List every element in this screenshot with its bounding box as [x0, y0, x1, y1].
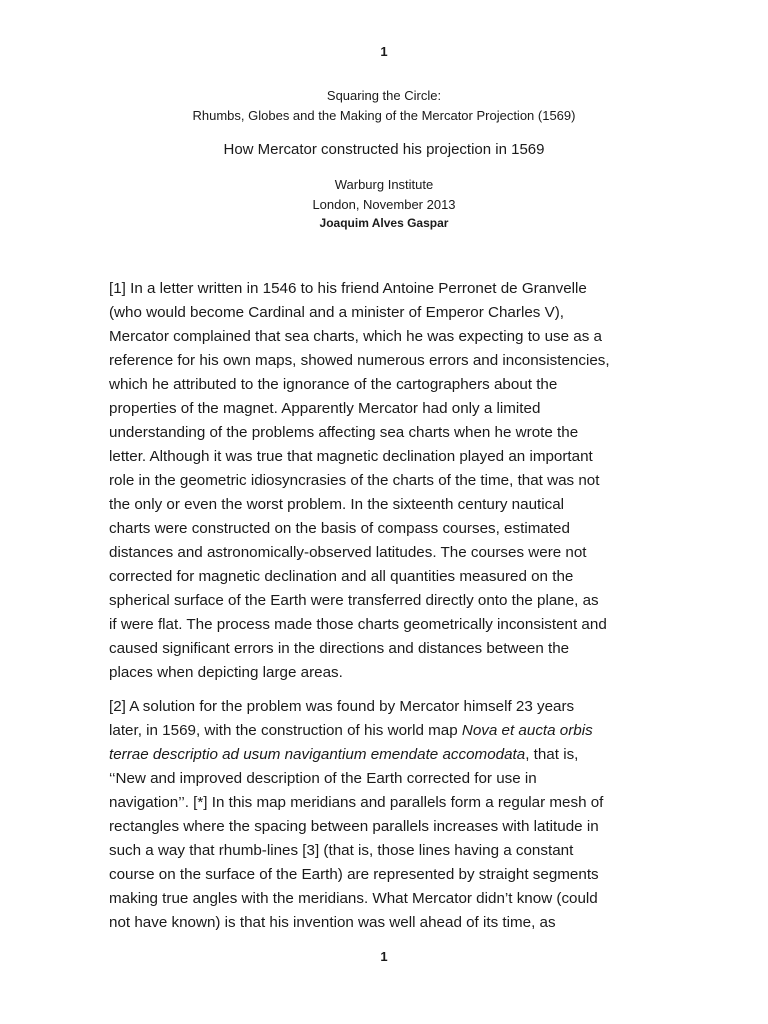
paragraph-2-line: rectangles where the spacing between parallels increases with latitude in [109, 818, 599, 835]
paragraph-1-line: corrected for magnetic declination and all quantities measured on the [109, 568, 574, 585]
map-title-italic: terrae descriptio ad usum navigantium emendate accomodata [109, 746, 526, 763]
paragraph-1 [109, 277, 661, 685]
paragraph-1-line: distances and astronomically-observed latitudes. The courses were not [109, 544, 587, 561]
paragraph-2-line: ‘‘New and improved description of the Earth corrected for use in [109, 770, 537, 787]
paragraph-2-line: making true angles with the meridians. What Mercator didn’t know (could [109, 890, 598, 907]
paragraph-1-line: which he attributed to the ignorance of the cartographers about the [109, 376, 558, 393]
author: Joaquim Alves Gaspar [319, 216, 449, 230]
paragraph-1-line: reference for his own maps, showed numerous errors and inconsistencies, [109, 352, 610, 369]
paragraph-2-text: , that is, [525, 746, 579, 763]
paragraph-1-line: role in the geometric idiosyncrasies of the charts of the time, that was not [109, 472, 600, 489]
title-line-1: Squaring the Circle: [326, 88, 442, 103]
paragraph-2-line: such a way that rhumb-lines [3] (that is, those lines having a constant [109, 842, 574, 859]
paragraph-2-text: later, in 1569, with the construction of his world map [109, 722, 462, 739]
page-number-top: 1 [380, 44, 388, 59]
page-number-bottom: 1 [380, 949, 388, 964]
paragraph-1-line: understanding of the problems affecting sea charts when he wrote the [109, 424, 579, 441]
paragraph-1-line: if were flat. The process made those charts geometrically inconsistent and [109, 616, 607, 633]
subtitle: How Mercator constructed his projection in 1569 [223, 141, 545, 158]
paragraph-1-line: (who would become Cardinal and a minister of Emperor Charles V), [109, 304, 564, 321]
paragraph-1-line: properties of the magnet. Apparently Mercator had only a limited [109, 400, 541, 417]
location-date: London, November 2013 [312, 197, 456, 212]
paragraph-1-line: caused significant errors in the directions and distances between the [109, 640, 570, 657]
map-title-italic: Nova et aucta orbis [461, 722, 593, 739]
institute: Warburg Institute [334, 177, 434, 192]
paragraph-1-line: places when depicting large areas. [109, 664, 343, 681]
paragraph-2-line: not have known) is that his invention was well ahead of its time, as [109, 914, 556, 931]
paragraph-1-line: [1] In a letter written in 1546 to his friend Antoine Perronet de Granvelle [109, 280, 587, 297]
paragraph-2-line [109, 719, 661, 743]
paragraph-1-line: the only or even the worst problem. In the sixteenth century nautical [109, 496, 565, 513]
paragraph-2 [109, 695, 661, 935]
paragraph-1-line: Mercator complained that sea charts, which he was expecting to use as a [109, 328, 603, 345]
title-line-2: Rhumbs, Globes and the Making of the Mercator Projection (1569) [192, 108, 576, 123]
paragraph-2-line: course on the surface of the Earth) are represented by straight segments [109, 866, 599, 883]
paragraph-1-line: charts were constructed on the basis of compass courses, estimated [109, 520, 570, 537]
paragraph-2-line [109, 743, 661, 767]
paragraph-2-line: [2] A solution for the problem was found by Mercator himself 23 years [109, 698, 575, 715]
paragraph-1-line: letter. Although it was true that magnetic declination played an important [109, 448, 593, 465]
paragraph-2-line: navigation’’. [*] In this map meridians and parallels form a regular mesh of [109, 794, 604, 811]
paragraph-1-line: spherical surface of the Earth were transferred directly onto the plane, as [109, 592, 599, 609]
